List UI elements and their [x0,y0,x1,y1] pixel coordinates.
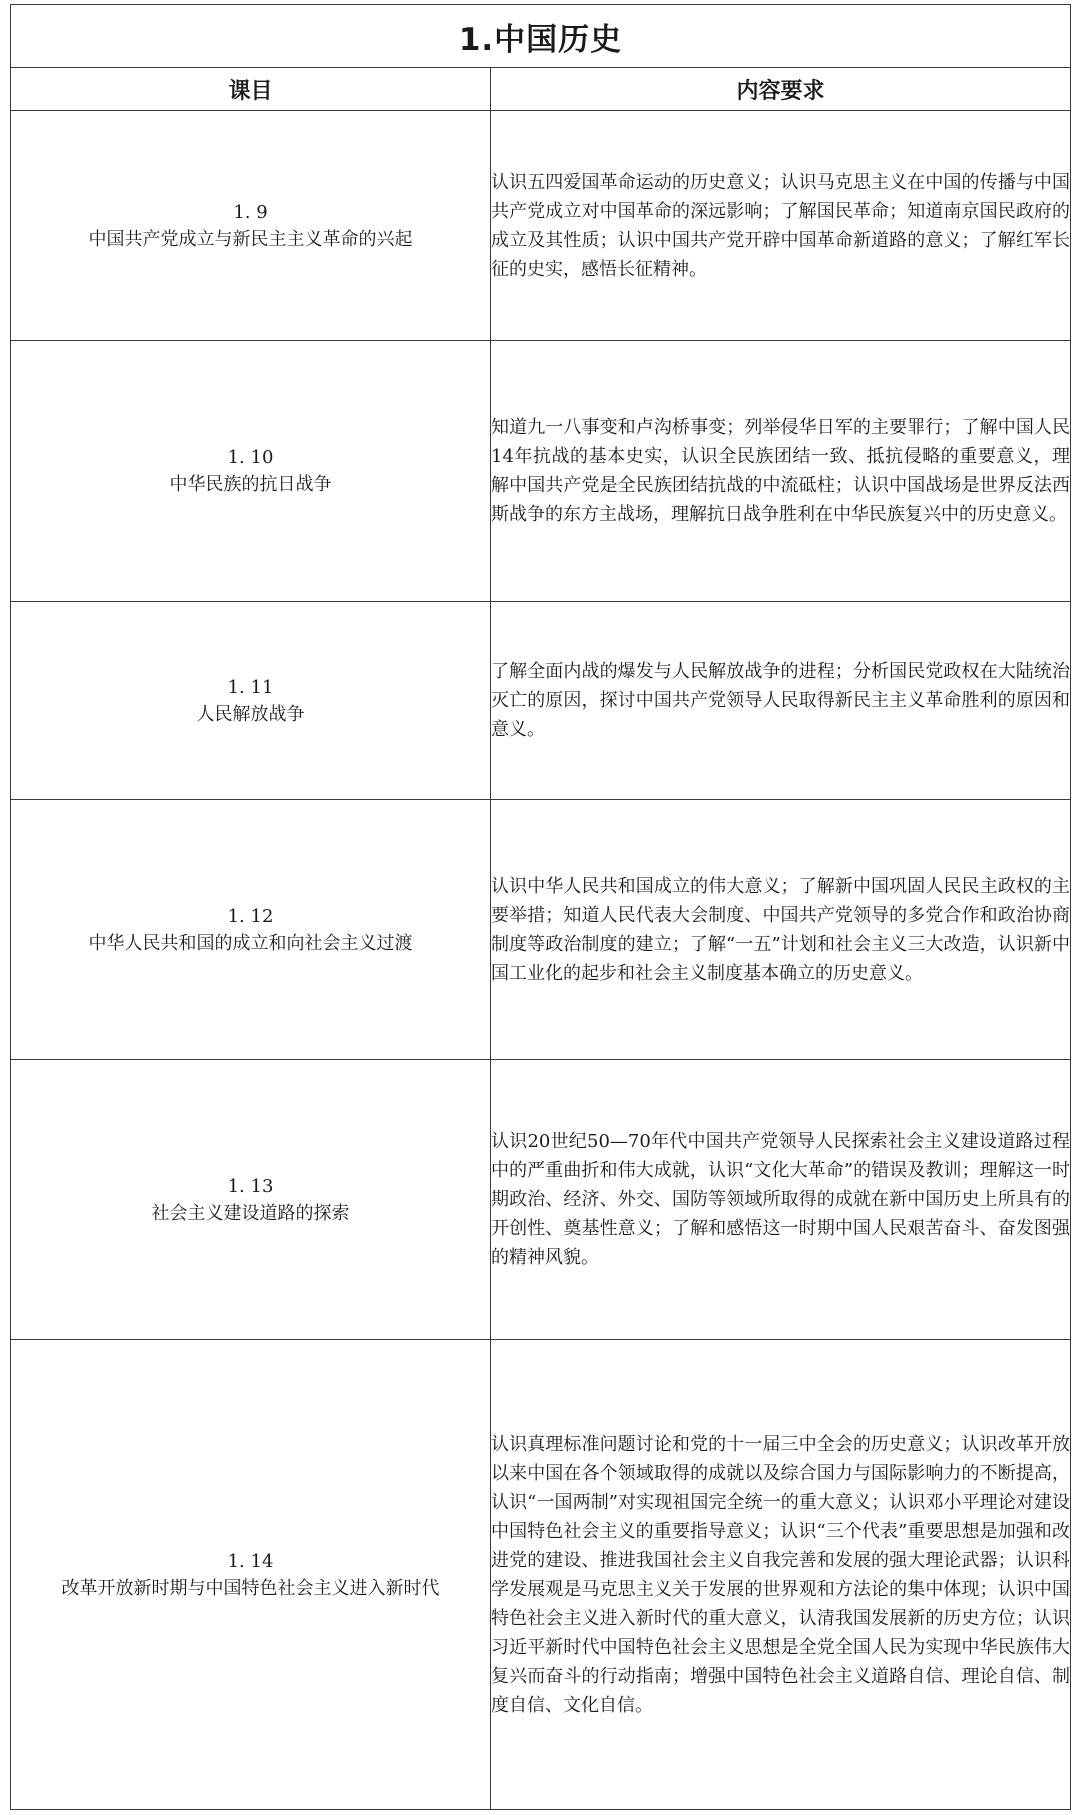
topic-number: 1. 9 [233,201,268,223]
topic-number: 1. 10 [227,447,274,468]
topic-cell [11,1060,491,1340]
topic-cell [11,111,491,341]
table-title: 1.中国历史 [11,5,1071,68]
table-row [11,800,1071,1060]
requirements-cell: 认识真理标准问题讨论和党的十一届三中全会的历史意义；认识改革开放以来中国在各个领域取得的成就以及综合国力与国际影响力的不断提高，认识“一国两制”对实现祖国完全统一的重大意义；认识邓小平理论对建设中国特色社会主义的重要指导意义；认识“三个代表”重要思想是加强和改进党的建设、推进我国社会主义自我完善和发展的强大理论武器；认识科学发展观是马克思主义关于发展的世界观和方法论的集中体现；认识中国特色社会主义进入新时代的重大意义，认清我国发展新的历史方位；认识习近平新时代中国特色社会主义思想是全党全国人民为实现中华民族伟大复兴而奋斗的行动指南；增强中国特色社会主义道路自信、理论自信、制度自信、文化自信。 [491,1340,1071,1810]
topic-name: 中华民族的抗日战争 [169,474,332,495]
topic-number: 1. 12 [227,905,274,927]
table-row [11,341,1071,602]
topic-name: 人民解放战争 [196,703,305,725]
requirements-cell: 认识20世纪50—70年代中国共产党领导人民探索社会主义建设道路过程中的严重曲折和伟大成就，认识“文化大革命”的错误及教训；理解这一时期政治、经济、外交、国防等领域所取得的成就在新中国历史上所具有的开创性、奠基性意义；了解和感悟这一时期中国人民艰苦奋斗、奋发图强的精神风貌。 [491,1060,1071,1340]
topic-cell [11,800,491,1060]
table-row [11,602,1071,800]
title-row [11,5,1071,68]
topic-name: 社会主义建设道路的探索 [151,1202,350,1224]
header-row [11,68,1071,111]
curriculum-table [10,4,1071,1810]
header-requirements: 内容要求 [491,68,1071,111]
requirements-cell: 认识五四爱国革命运动的历史意义；认识马克思主义在中国的传播与中国共产党成立对中国革命的深远影响；了解国民革命；知道南京国民政府的成立及其性质；认识中国共产党开辟中国革命新道路的意义；了解红军长征的史实，感悟长征精神。 [491,111,1071,341]
table-row [11,111,1071,341]
table-row [11,1340,1071,1810]
topic-name: 中国共产党成立与新民主主义革命的兴起 [88,228,413,250]
topic-cell [11,341,491,602]
table-row [11,1060,1071,1340]
requirements-cell: 知道九一八事变和卢沟桥事变；列举侵华日军的主要罪行；了解中国人民 14年抗战的基本史实，认识全民族团结一致、抵抗侵略的重要意义，理解中国共产党是全民族团结抗战的中流砥柱；认识中国战场是世界反法西斯战争的东方主战场，理解抗日战争胜利在中华民族复兴中的历史意义。 [491,341,1071,602]
requirements-cell: 认识中华人民共和国成立的伟大意义；了解新中国巩固人民民主政权的主要举措；知道人民代表大会制度、中国共产党领导的多党合作和政治协商制度等政治制度的建立；了解“一五”计划和社会主义三大改造，认识新中国工业化的起步和社会主义制度基本确立的历史意义。 [491,800,1071,1060]
header-topic: 课目 [11,68,491,111]
topic-name: 中华人民共和国的成立和向社会主义过渡 [88,932,413,954]
topic-cell [11,602,491,800]
topic-number: 1. 11 [227,676,274,698]
topic-name: 改革开放新时期与中国特色社会主义进入新时代 [61,1577,440,1599]
requirements-cell: 了解全面内战的爆发与人民解放战争的进程；分析国民党政权在大陆统治灭亡的原因，探讨中国共产党领导人民取得新民主主义革命胜利的原因和意义。 [491,602,1071,800]
topic-number: 1. 14 [227,1550,274,1572]
topic-cell [11,1340,491,1810]
topic-number: 1. 13 [227,1175,274,1197]
